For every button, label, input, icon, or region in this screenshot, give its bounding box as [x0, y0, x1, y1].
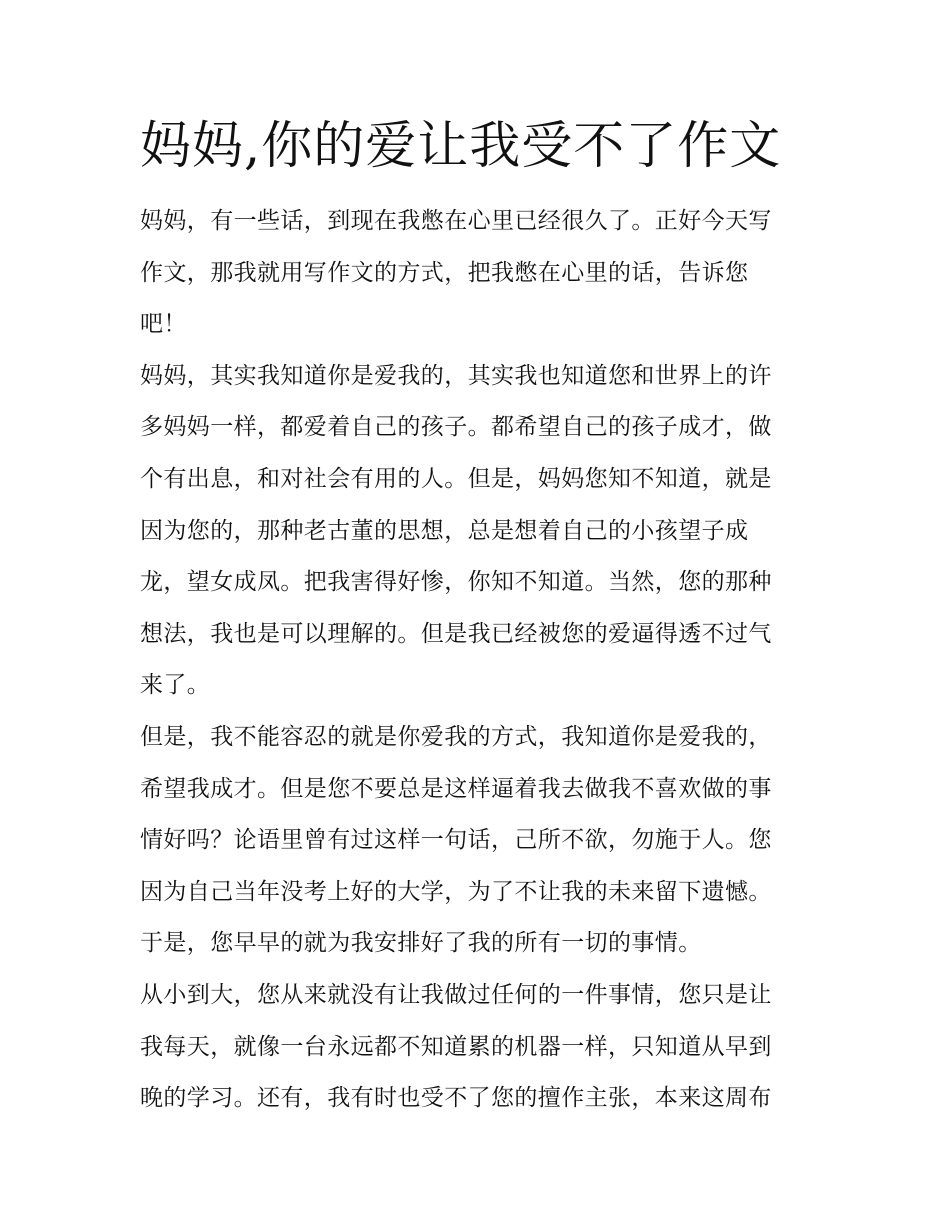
body-line: 我每天，就像一台永远都不知道累的机器一样，只知道从早到 [140, 1033, 772, 1060]
body-line: 希望我成才。但是您不要总是这样逼着我去做我不喜欢做的事 [140, 775, 772, 802]
body-line: 因为自己当年没考上好的大学，为了不让我的未来留下遗憾。 [140, 878, 772, 905]
body-line: 吧！ [140, 311, 187, 338]
document-body [140, 196, 830, 1125]
body-line: 因为您的，那种老古董的思想，总是想着自己的小孩望子成 [140, 517, 749, 544]
body-line: 妈妈，其实我知道你是爱我的，其实我也知道您和世界上的许 [140, 362, 772, 389]
body-line: 晚的学习。还有，我有时也受不了您的擅作主张，本来这周布 [140, 1085, 772, 1112]
body-line: 情好吗？论语里曾有过这样一句话，己所不欲，勿施于人。您 [140, 827, 772, 854]
body-line: 作文，那我就用写作文的方式，把我憋在心里的话，告诉您 [140, 259, 749, 286]
body-line: 从小到大，您从来就没有让我做过任何的一件事情，您只是让 [140, 981, 772, 1008]
body-line: 妈妈，有一些话，到现在我憋在心里已经很久了。正好今天写 [140, 208, 772, 234]
body-line: 于是，您早早的就为我安排好了我的所有一切的事情。 [140, 930, 702, 957]
body-line: 龙，望女成凤。把我害得好惨，你知不知道。当然，您的那种 [140, 569, 772, 596]
body-line: 多妈妈一样，都爱着自己的孩子。都希望自己的孩子成才，做 [140, 414, 772, 441]
body-line: 个有出息，和对社会有用的人。但是，妈妈您知不知道，就是 [140, 465, 772, 492]
body-line: 来了。 [140, 672, 211, 699]
document-title: 妈妈,你的爱让我受不了作文 [140, 117, 782, 176]
body-line: 想法，我也是可以理解的。但是我已经被您的爱逼得透不过气 [140, 620, 772, 647]
body-line: 但是，我不能容忍的就是你爱我的方式，我知道你是爱我的， [140, 723, 772, 750]
